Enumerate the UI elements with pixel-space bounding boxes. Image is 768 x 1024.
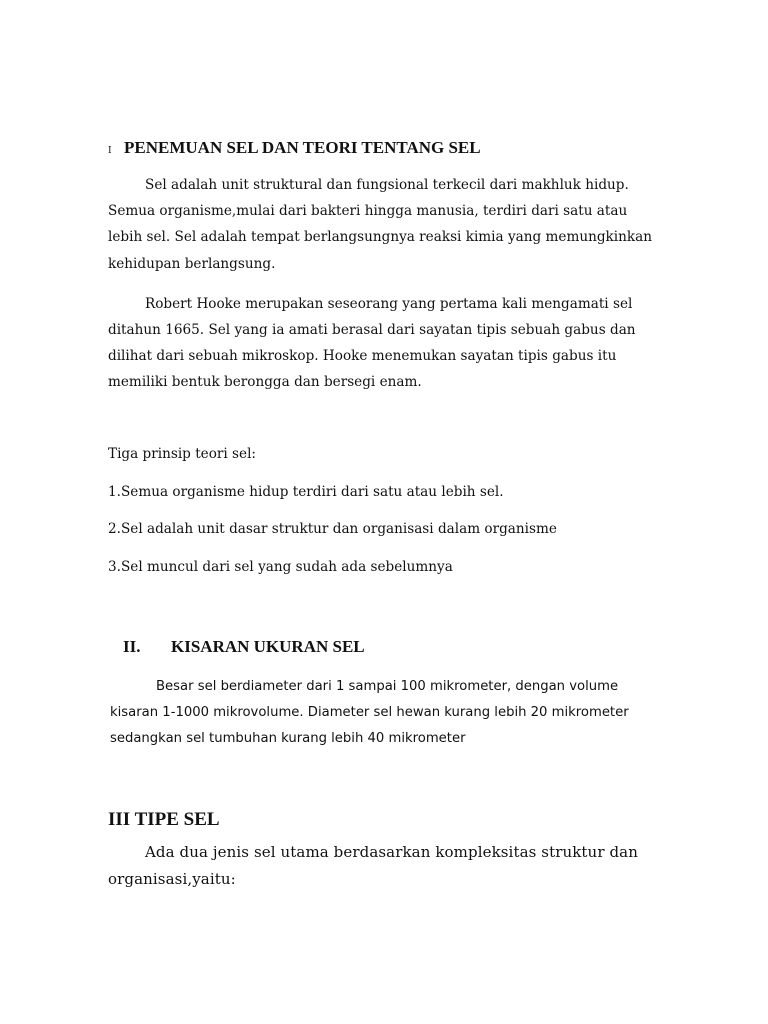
- paragraph-line: kisaran 1-1000 mikrovolume. Diameter sel hewan kurang lebih 20 mikrometer: [110, 705, 629, 720]
- paragraph-line: Sel adalah unit struktural dan fungsional terkecil dari makhluk hidup.: [145, 177, 629, 193]
- paragraph-line: organisasi,yaitu:: [108, 870, 236, 888]
- section-1-heading: PENEMUAN SEL DAN TEORI TENTANG SEL: [124, 138, 481, 157]
- list-item: 1.Semua organisme hidup terdiri dari satu atau lebih sel.: [108, 484, 504, 500]
- paragraph-line: Robert Hooke merupakan seseorang yang pertama kali mengamati sel: [145, 296, 633, 312]
- paragraph-line: Ada dua jenis sel utama berdasarkan kompleksitas struktur dan: [145, 843, 638, 861]
- list-item: 2.Sel adalah unit dasar struktur dan organisasi dalam organisme: [108, 521, 557, 537]
- paragraph-line: memiliki bentuk berongga dan bersegi enam.: [108, 374, 422, 390]
- paragraph-line: dilihat dari sebuah mikroskop. Hooke menemukan sayatan tipis gabus itu: [108, 348, 617, 364]
- paragraph-line: kehidupan berlangsung.: [108, 256, 276, 272]
- paragraph-line: ditahun 1665. Sel yang ia amati berasal dari sayatan tipis sebuah gabus dan: [108, 322, 636, 338]
- paragraph-line: sedangkan sel tumbuhan kurang lebih 40 mikrometer: [110, 731, 466, 746]
- section-2-heading: KISARAN UKURAN SEL: [171, 637, 365, 656]
- paragraph-line: Semua organisme,mulai dari bakteri hingga manusia, terdiri dari satu atau: [108, 203, 628, 219]
- list-item: 3.Sel muncul dari sel yang sudah ada sebelumnya: [108, 559, 453, 575]
- principles-intro: Tiga prinsip teori sel:: [108, 446, 256, 462]
- section-3-heading: III TIPE SEL: [108, 809, 220, 830]
- section-2-number: II.: [123, 637, 141, 656]
- section-1-marker: I: [108, 146, 112, 156]
- paragraph-line: Besar sel berdiameter dari 1 sampai 100 mikrometer, dengan volume: [156, 679, 619, 694]
- paragraph-line: lebih sel. Sel adalah tempat berlangsungnya reaksi kimia yang memungkinkan: [108, 229, 652, 245]
